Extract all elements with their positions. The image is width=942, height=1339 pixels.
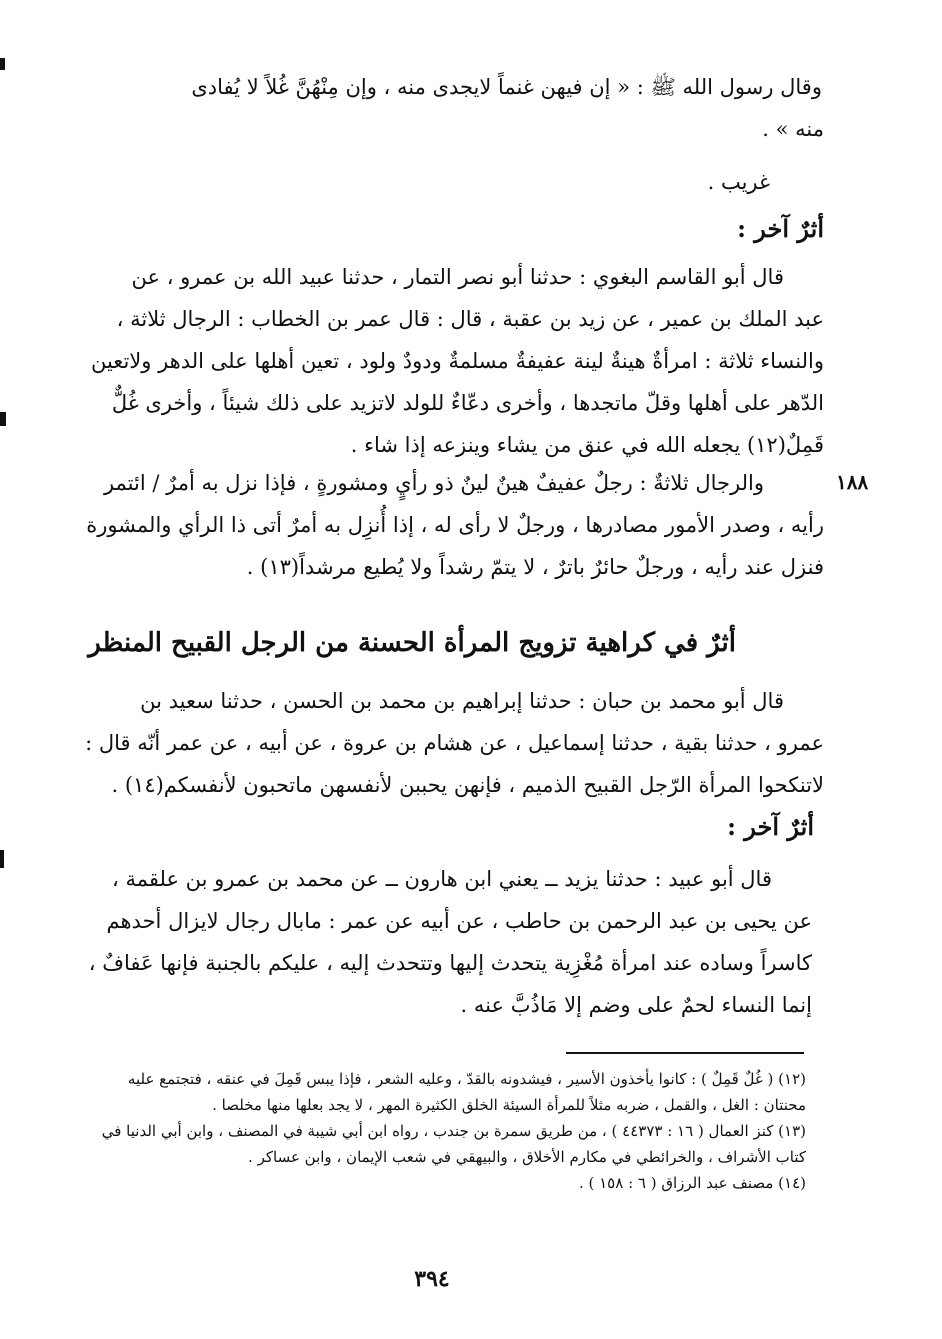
section-title: أثرٌ في كراهية تزويج المرأة الحسنة من الرجل القبيح المنظر: [88, 628, 736, 658]
athar-heading-first: أثرٌ آخر :: [737, 214, 824, 243]
footnote-line: (١٣) كنز العمال ( ١٦ : ٤٤٣٧٣ ) ، من طريق سمرة بن جندب ، رواه ابن أبي شيبة في المصنف ، وابن أبي الدنيا في: [101, 1122, 806, 1140]
footnote-line: محنتان : الغل ، والقمل ، ضربه مثلاً للمرأة السيئة الخلق الكثيرة المهر ، لا يجد بعلها منها مخلصا .: [212, 1096, 806, 1114]
athar-heading-second: أثرٌ آخر :: [727, 812, 814, 841]
paragraph-1-line: قال أبو القاسم البغوي : حدثنا أبو نصر التمار ، حدثنا عبيد الله بن عمرو ، عن: [131, 265, 784, 289]
page-number: ٣٩٤: [414, 1266, 450, 1292]
margin-number: ١٨٨: [836, 470, 869, 494]
hadith-intro-line-2: منه » .: [762, 117, 824, 141]
footnote-separator: [566, 1052, 804, 1054]
hadith-intro: [100, 66, 822, 150]
gharib-note: غريب .: [707, 170, 770, 194]
paragraph-ibn-hibban: [82, 680, 824, 806]
footnote-line: كتاب الأشراف ، والخرائطي في مكارم الأخلاق ، والبيهقي في شعب الإيمان ، وابن عساكر .: [248, 1148, 806, 1166]
paragraph-3-line: لاتنكحوا المرأة الرّجل القبيح الذميم ، فإنهن يحببن لأنفسهن ماتحبون لأنفسكم(١٤) .: [111, 773, 824, 797]
scan-edge-mark-lower: [0, 850, 4, 868]
footnote-line: (١٢) ( غُلٌ قَمِلٌ ) : كانوا يأخذون الأسير ، فيشدونه بالقدّ ، وعليه الشعر ، فإذا يبس قَمِلَ في عنقه ، فتجتمع عليه: [127, 1070, 806, 1088]
paragraph-1-line: الدّهر على أهلها وقلّ ماتجدها ، وأخرى دعّاءٌ للولد لاتزيد على ذلك شيئاً ، وأخرى غُلٌّ: [111, 391, 824, 415]
scan-edge-mark-middle: [0, 412, 6, 426]
paragraph-4-line: قال أبو عبيد : حدثنا يزيد ــ يعني ابن هارون ــ عن محمد بن عمرو بن علقمة ،: [112, 867, 772, 891]
paragraph-2-line: فنزل عند رأيه ، ورجلٌ حائرٌ باترٌ ، لا يتمّ رشداً ولا يُطيع مرشداً(١٣) .: [246, 555, 824, 579]
paragraph-2-line: رأيه ، وصدر الأمور مصادرها ، ورجلٌ لا رأى له ، إذا أُنزِل به أمرٌ أتى ذا الرأي والمشورة: [86, 513, 824, 537]
paragraph-three-men: [82, 462, 824, 588]
paragraph-abu-ubaid: [82, 858, 812, 1026]
scan-edge-mark-top: [0, 58, 5, 70]
paragraph-baghawi: [82, 256, 824, 466]
paragraph-4-line: كاسراً وساده عند امرأة مُغْزِية يتحدث إليها وتتحدث إليه ، عليكم بالجنبة فإنها عَفافٌ ،: [88, 951, 812, 975]
paragraph-4-line: عن يحيى بن عبد الرحمن بن حاطب ، عن أبيه عن عمر : مابال رجال لايزال أحدهم: [106, 909, 812, 933]
paragraph-3-line: عمرو ، حدثنا بقية ، حدثنا إسماعيل ، عن هشام بن عروة ، عن أبيه ، عن عمر أنّه قال :: [85, 731, 824, 755]
paragraph-1-line: عبد الملك بن عمير ، عن زيد بن عقبة ، قال : قال عمر بن الخطاب : الرجال ثلاثة ،: [116, 307, 824, 331]
hadith-intro-line-1: وقال رسول الله ﷺ : « إن فيهن غنماً لايجدى منه ، وإن مِنْهُنَّ غُلاً لا يُفادى: [191, 75, 822, 99]
paragraph-1-line: والنساء ثلاثة : امرأةٌ هينةٌ لينة عفيفةٌ مسلمةٌ ودودٌ ولود ، تعين أهلها على الدهر ولاتعين: [90, 349, 824, 373]
paragraph-2-line: والرجال ثلاثةٌ : رجلٌ عفيفٌ هينٌ لينٌ ذو رأيٍ ومشورةٍ ، فإذا نزل به أمرٌ / ائتمر: [103, 471, 764, 495]
paragraph-3-line: قال أبو محمد بن حبان : حدثنا إبراهيم بن محمد بن الحسن ، حدثنا سعيد بن: [140, 689, 784, 713]
footnote-line: (١٤) مصنف عبد الرزاق ( ٦ : ١٥٨ ) .: [578, 1174, 806, 1192]
paragraph-4-line: إنما النساء لحمٌ على وضم إلا مَاذُبَّ عنه .: [460, 993, 812, 1017]
footnotes: [64, 1066, 806, 1196]
paragraph-1-line: قَمِلٌ(١٢) يجعله الله في عنق من يشاء وينزعه إذا شاء .: [350, 433, 824, 457]
